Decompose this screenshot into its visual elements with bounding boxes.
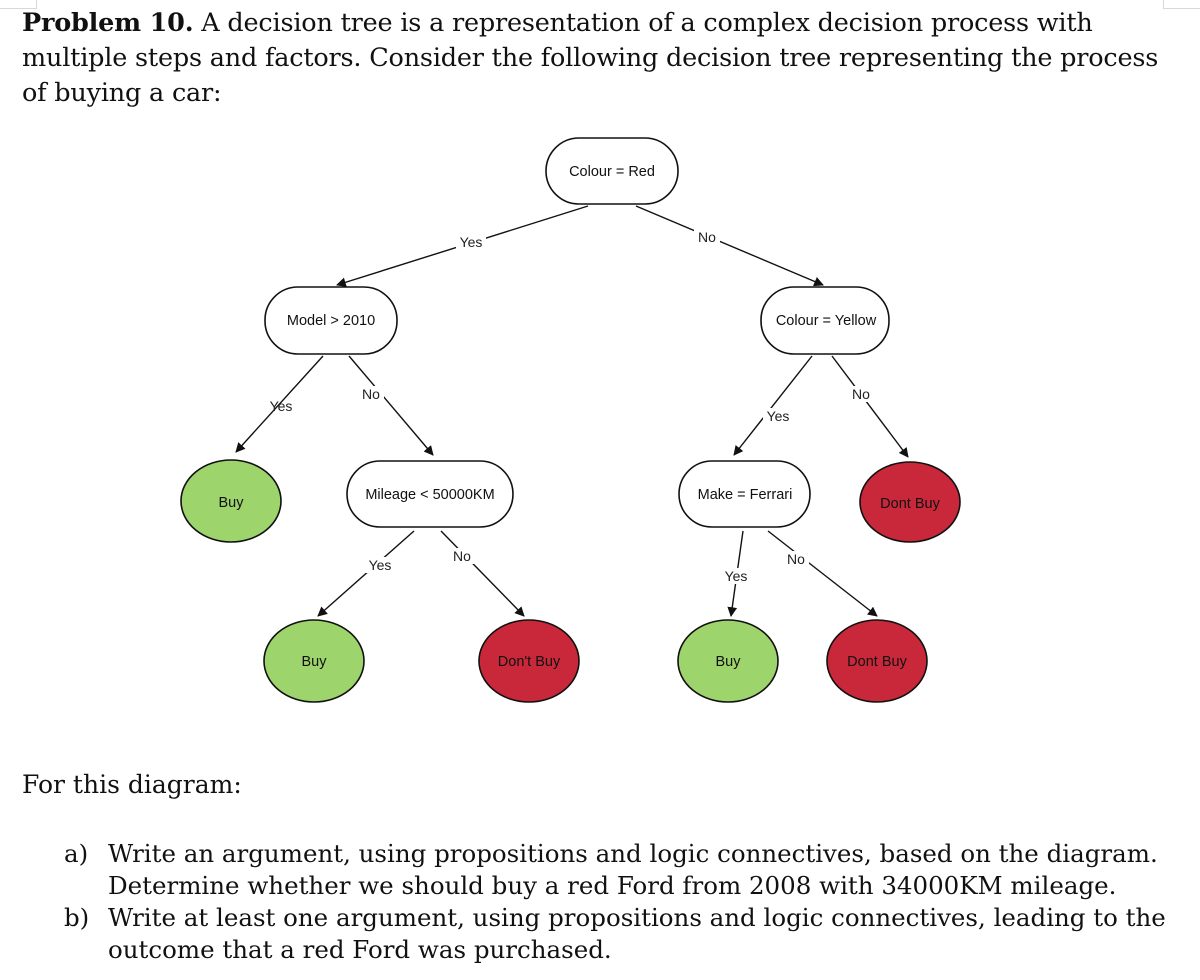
edge-label-yellow-yes: Yes (766, 408, 790, 424)
question-a-text: Write an argument, using propositions and logic connectives, based on the diagram. Determine whether we should buy a red Ford from 2008 with 34000KM mileage. (108, 839, 1158, 900)
node-model-2010-label: Model > 2010 (286, 313, 376, 329)
node-make-ferrari-label: Make = Ferrari (697, 487, 793, 503)
edge-ferrari-to-dontbuy (768, 531, 877, 616)
edge-mileage-to-buy (318, 531, 414, 616)
question-b-text: Write at least one argument, using propositions and logic connectives, leading to the outcome that a red Ford was purchased. (108, 903, 1166, 964)
question-b-letter: b) (64, 903, 90, 932)
node-buy-2-label: Buy (301, 654, 327, 670)
edge-label-ferrari-no: No (787, 551, 805, 567)
problem-text: A decision tree is a representation of a complex decision process with multiple steps and factors. Consider the following decision tree representing the process of buying a car: (22, 8, 1159, 108)
question-list (64, 838, 1184, 966)
node-dont-buy-3-label: Dont Buy (847, 654, 907, 670)
node-dont-buy-2-label: Don't Buy (497, 654, 561, 670)
node-buy-1-label: Buy (218, 495, 244, 511)
for-diagram-heading: For this diagram: (22, 770, 242, 799)
node-colour-red-label: Colour = Red (569, 164, 655, 180)
question-a-letter: a) (64, 839, 89, 868)
problem-number: Problem 10. (22, 8, 194, 38)
edge-yellow-to-ferrari (734, 356, 812, 455)
edge-label-yellow-no: No (852, 386, 870, 402)
edge-label-ferrari-yes: Yes (724, 568, 748, 584)
edge-red-to-yellow (636, 206, 823, 285)
node-colour-yellow-label: Colour = Yellow (775, 313, 877, 329)
node-buy-3-label: Buy (715, 654, 741, 670)
question-a (64, 838, 1184, 902)
edge-label-mileage-no: No (453, 548, 471, 564)
edge-label-mileage-yes: Yes (368, 557, 392, 573)
edge-yellow-to-dontbuy (832, 356, 908, 457)
edge-label-model-no: No (362, 386, 380, 402)
node-dont-buy-1-label: Dont Buy (880, 496, 940, 512)
edge-label-red-no: No (698, 229, 716, 245)
edge-mileage-to-dontbuy (441, 531, 524, 616)
edge-label-red-yes: Yes (459, 234, 483, 250)
edge-model-to-mileage (349, 356, 433, 455)
node-mileage-label: Mileage < 50000KM (365, 487, 495, 503)
question-b (64, 902, 1184, 966)
edge-label-model-yes: Yes (269, 398, 293, 414)
